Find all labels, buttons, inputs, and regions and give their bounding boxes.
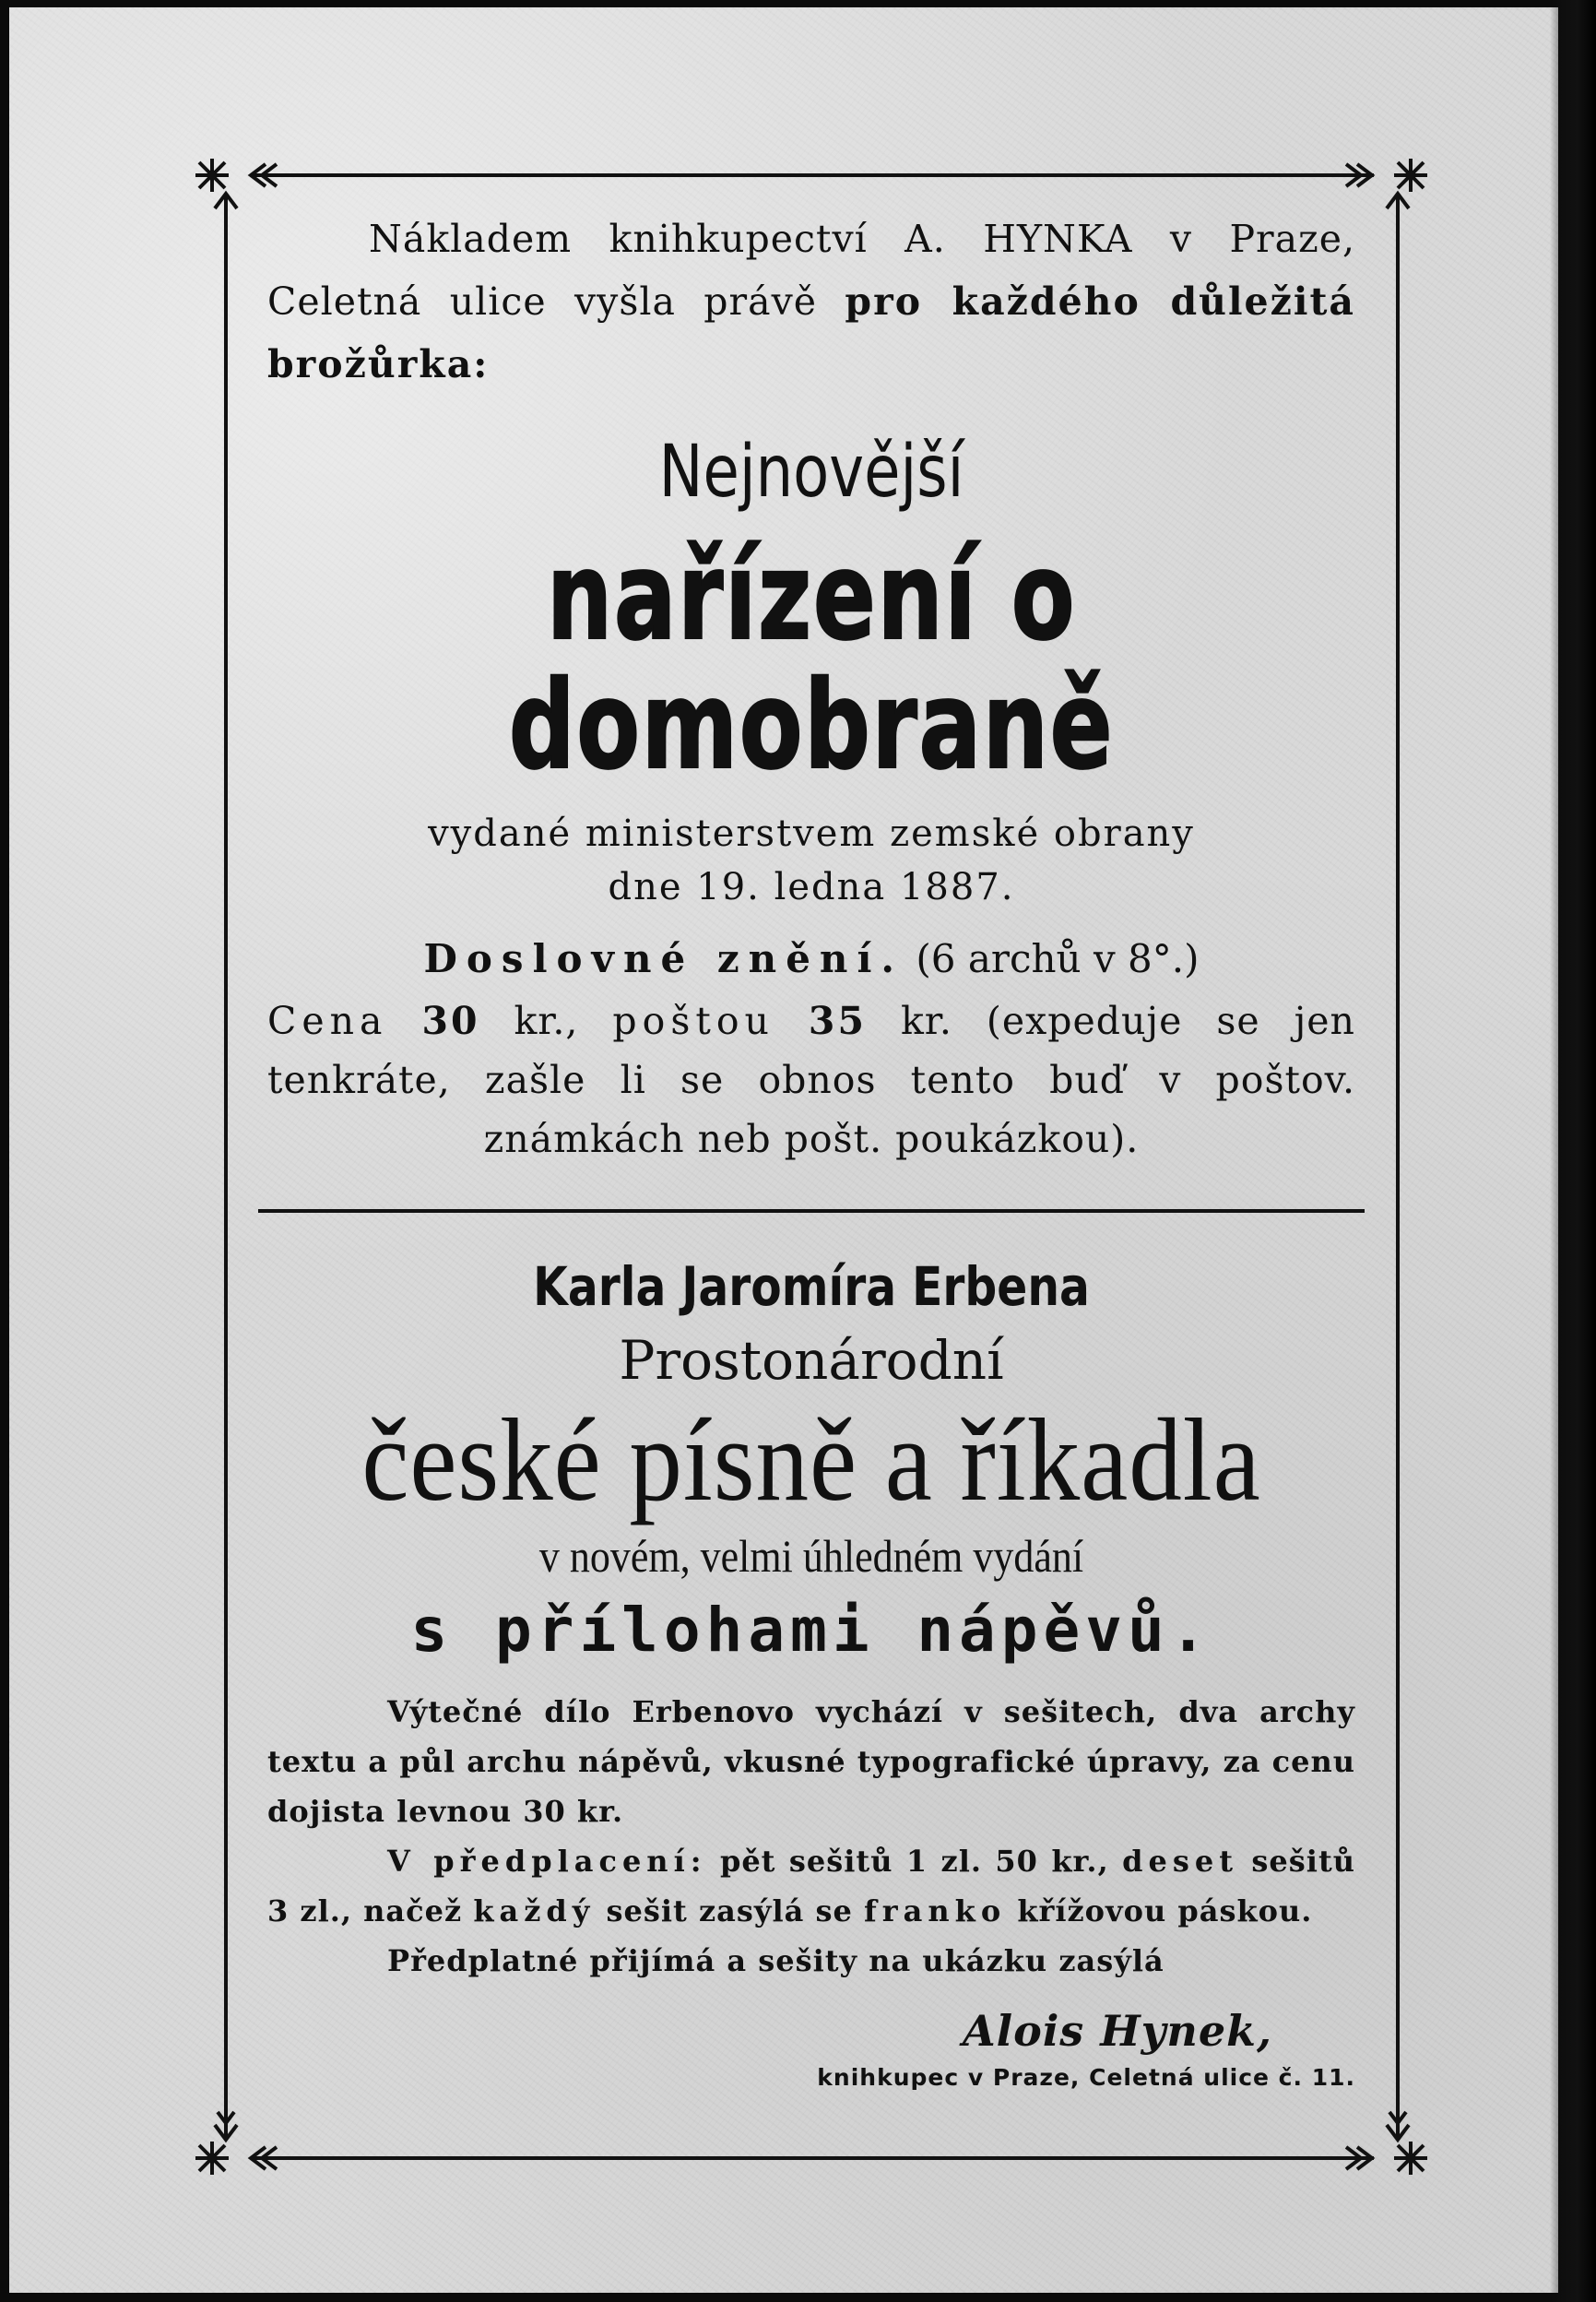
- subtitle-line-1: vydané ministerstvem zemské obrany: [428, 813, 1195, 855]
- advertisement-content: [267, 208, 1355, 2096]
- body-paragraph-2: [267, 1836, 1355, 1936]
- price-unit: kr.,: [514, 999, 579, 1043]
- predplaceni-label: V předplacení:: [387, 1844, 707, 1879]
- body-p2-kazdy: každý: [473, 1893, 596, 1928]
- title-v-novem-vydani: v novém, velmi úhledném vydání: [538, 1530, 1084, 1582]
- body-p2-b: sešitů 3 zl., načež: [267, 1844, 1356, 1928]
- doslovne-zneni-line: [267, 927, 1355, 991]
- intro-bold-text: pro každého důležitá brožůrka:: [267, 279, 1355, 386]
- price-paragraph: [267, 991, 1355, 1169]
- price-postou: poštou: [612, 999, 774, 1043]
- price-amount-1: 30: [421, 999, 480, 1043]
- archu-note: (6 archů v 8°.): [916, 936, 1200, 981]
- page-edge-shadow: [1550, 0, 1596, 2302]
- title-ceske-pisne: české písně a říkadla: [361, 1394, 1261, 1525]
- subtitle-line-2: dne 19. ledna 1887.: [608, 866, 1015, 908]
- title-nejnovejsi: Nejnovější: [658, 431, 964, 514]
- intro-paragraph: [267, 208, 1355, 396]
- section-divider: [258, 1209, 1365, 1213]
- body-p2-deset: deset: [1122, 1844, 1239, 1879]
- signature-name: Alois Hynek,: [962, 2006, 1272, 2056]
- price-amount-2: 35: [808, 999, 867, 1043]
- doslovne-zneni-label: Doslovné znění.: [423, 936, 904, 981]
- price-rest: kr. (expeduje se jen tenkráte, zašle li se obnos tento buď v poštov. známkách neb pošt. poukázkou).: [267, 999, 1355, 1161]
- signature-address: knihkupec v Praze, Celetná ulice č. 11.: [817, 2064, 1355, 2091]
- title-prostonarodni: Prostonárodní: [619, 1329, 1004, 1392]
- body-p2-franko: franko: [864, 1893, 1007, 1928]
- title-narizeni-o-domobrane: nařízení o domobraně: [508, 526, 1115, 797]
- title-s-prilohami: s přílohami nápěvů.: [410, 1595, 1212, 1666]
- price-label: Cena: [267, 999, 388, 1043]
- body-p2-c: sešit zasýlá se: [595, 1893, 865, 1928]
- intro-text: Nákladem knihkupectví A. HYNKA v Praze, Celetná ulice vyšla právě: [267, 217, 1355, 324]
- body-paragraph-3: Předplatné přijímá a sešity na ukázku zasýlá: [387, 1943, 1164, 1978]
- body-p2-d: křížovou páskou.: [1006, 1893, 1313, 1928]
- body-paragraph-1: Výtečné dílo Erbenovo vychází v sešitech, dva archy textu a půl archu nápěvů, vkusné typografické úpravy, za cenu dojista levnou 30 kr.: [267, 1694, 1355, 1829]
- body-p2-a: pět sešitů 1 zl. 50 kr.,: [706, 1844, 1123, 1879]
- title-author: Karla Jaromíra Erbena: [533, 1255, 1090, 1318]
